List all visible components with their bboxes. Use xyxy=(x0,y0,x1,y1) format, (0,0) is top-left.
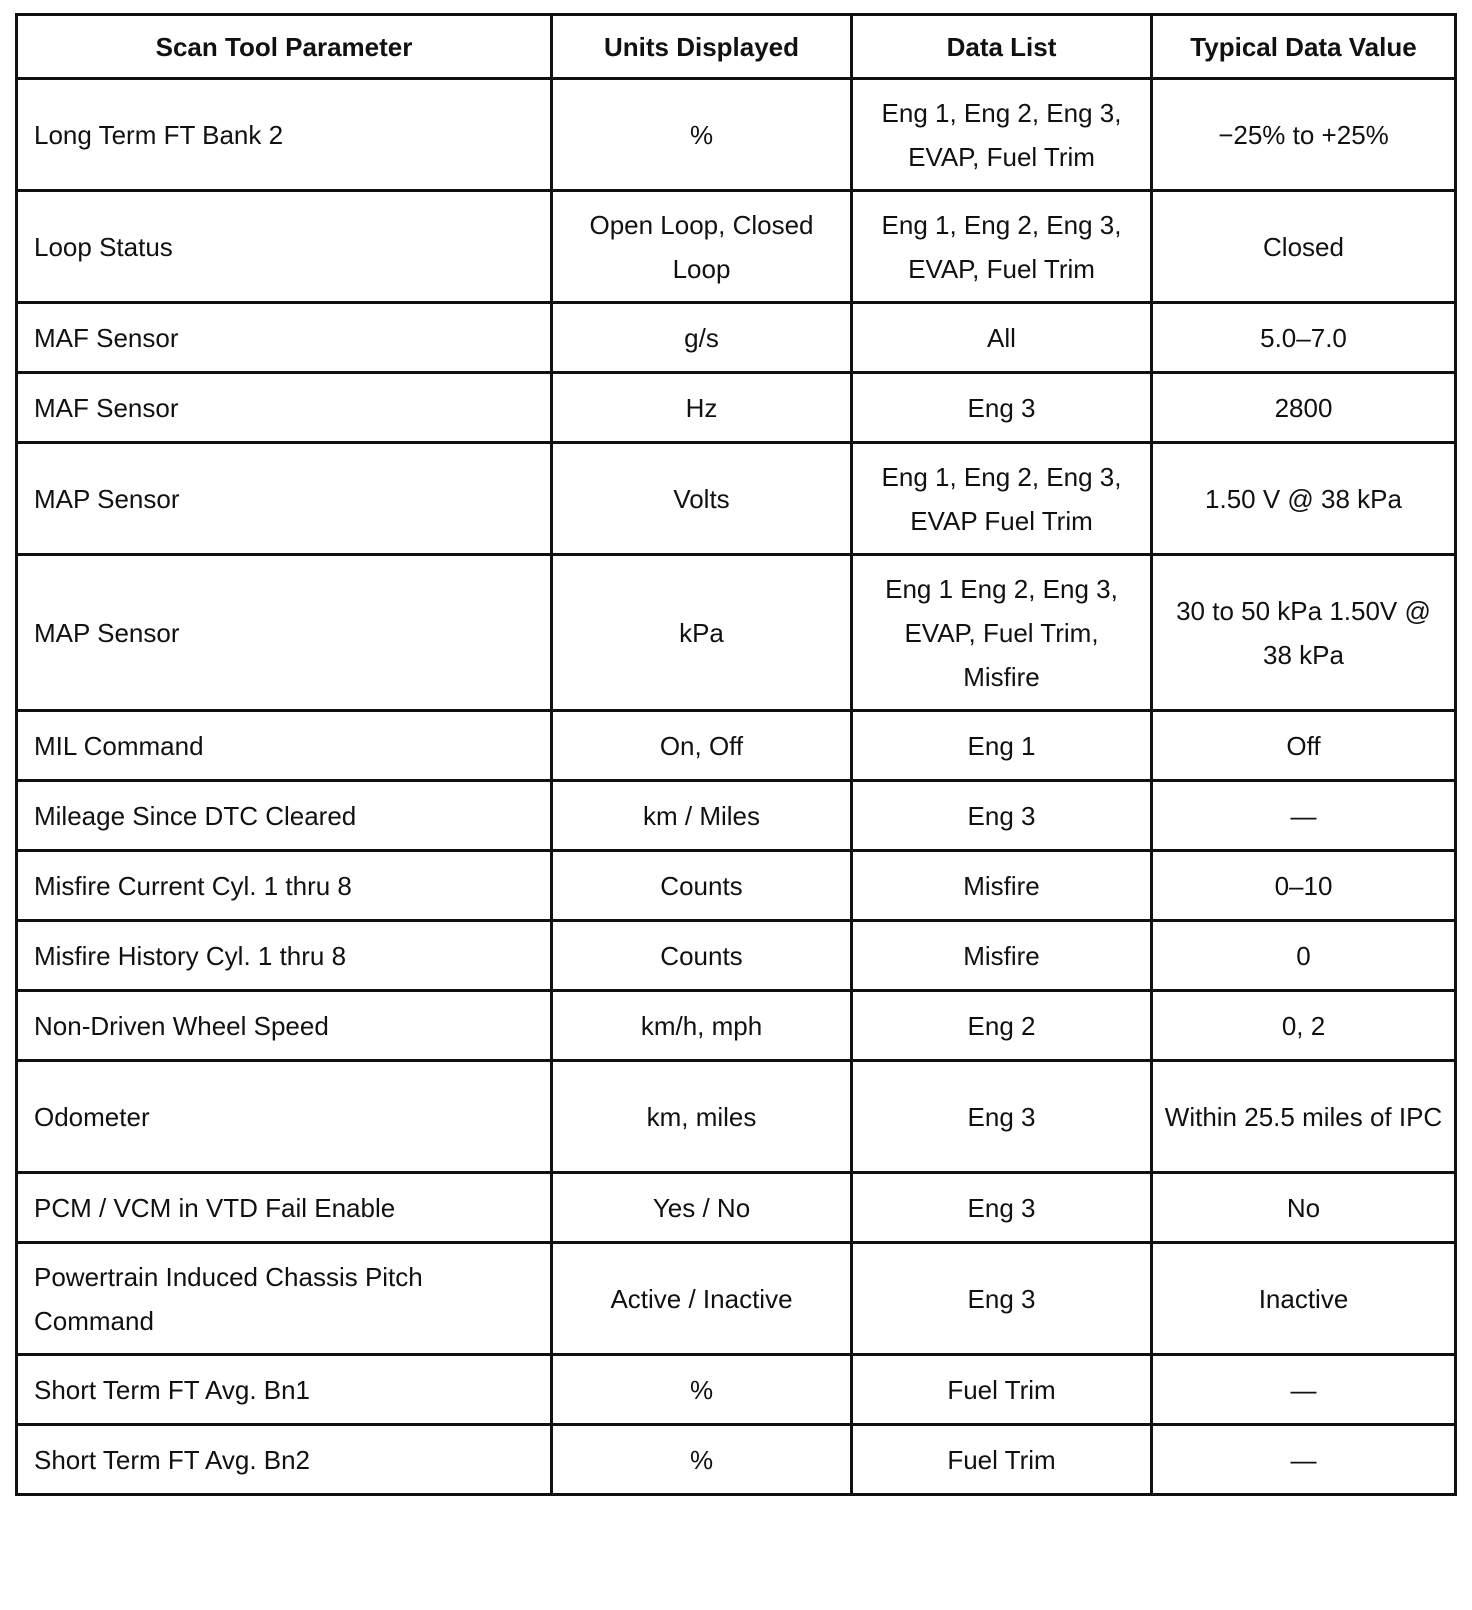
cell-units: Counts xyxy=(552,921,852,991)
cell-units: % xyxy=(552,1425,852,1495)
header-typical-value: Typical Data Value xyxy=(1152,15,1456,79)
cell-data-list: All xyxy=(852,303,1152,373)
cell-parameter: Powertrain Induced Chassis Pitch Command xyxy=(17,1243,552,1355)
cell-data-list: Eng 3 xyxy=(852,373,1152,443)
table-row xyxy=(17,991,1456,1061)
cell-parameter: Odometer xyxy=(17,1061,552,1173)
cell-typical-value: −25% to +25% xyxy=(1152,79,1456,191)
cell-typical-value: 0, 2 xyxy=(1152,991,1456,1061)
table-row xyxy=(17,781,1456,851)
cell-parameter: Loop Status xyxy=(17,191,552,303)
cell-parameter: MAP Sensor xyxy=(17,555,552,711)
cell-units: Counts xyxy=(552,851,852,921)
cell-data-list: Eng 1, Eng 2, Eng 3, EVAP, Fuel Trim xyxy=(852,79,1152,191)
table-row xyxy=(17,1243,1456,1355)
cell-units: Active / Inactive xyxy=(552,1243,852,1355)
table-row xyxy=(17,373,1456,443)
table-row xyxy=(17,851,1456,921)
cell-units: On, Off xyxy=(552,711,852,781)
cell-units: Hz xyxy=(552,373,852,443)
cell-typical-value: No xyxy=(1152,1173,1456,1243)
cell-units: Open Loop, Closed Loop xyxy=(552,191,852,303)
table-header-row xyxy=(17,15,1456,79)
cell-units: % xyxy=(552,79,852,191)
cell-data-list: Eng 1 xyxy=(852,711,1152,781)
cell-parameter: Short Term FT Avg. Bn2 xyxy=(17,1425,552,1495)
cell-units: km, miles xyxy=(552,1061,852,1173)
cell-typical-value: Inactive xyxy=(1152,1243,1456,1355)
cell-typical-value: 2800 xyxy=(1152,373,1456,443)
table-row xyxy=(17,711,1456,781)
table-row xyxy=(17,79,1456,191)
cell-typical-value: Closed xyxy=(1152,191,1456,303)
cell-typical-value: 30 to 50 kPa 1.50V @ 38 kPa xyxy=(1152,555,1456,711)
cell-units: % xyxy=(552,1355,852,1425)
table-row xyxy=(17,1355,1456,1425)
cell-data-list: Eng 1, Eng 2, Eng 3, EVAP, Fuel Trim xyxy=(852,191,1152,303)
header-parameter: Scan Tool Parameter xyxy=(17,15,552,79)
table-row xyxy=(17,443,1456,555)
cell-units: kPa xyxy=(552,555,852,711)
cell-data-list: Eng 2 xyxy=(852,991,1152,1061)
cell-typical-value: 0 xyxy=(1152,921,1456,991)
cell-parameter: MAP Sensor xyxy=(17,443,552,555)
cell-parameter: MIL Command xyxy=(17,711,552,781)
header-units: Units Displayed xyxy=(552,15,852,79)
table-row xyxy=(17,1425,1456,1495)
cell-typical-value: 5.0–7.0 xyxy=(1152,303,1456,373)
cell-typical-value: 1.50 V @ 38 kPa xyxy=(1152,443,1456,555)
cell-parameter: PCM / VCM in VTD Fail Enable xyxy=(17,1173,552,1243)
cell-units: g/s xyxy=(552,303,852,373)
cell-data-list: Eng 3 xyxy=(852,1061,1152,1173)
cell-parameter: Long Term FT Bank 2 xyxy=(17,79,552,191)
cell-data-list: Eng 3 xyxy=(852,1173,1152,1243)
table-row xyxy=(17,303,1456,373)
table-row xyxy=(17,1173,1456,1243)
cell-typical-value: Within 25.5 miles of IPC xyxy=(1152,1061,1456,1173)
scan-tool-parameter-table xyxy=(15,13,1457,1496)
cell-typical-value: 0–10 xyxy=(1152,851,1456,921)
cell-typical-value: Off xyxy=(1152,711,1456,781)
cell-data-list: Eng 3 xyxy=(852,1243,1152,1355)
cell-units: Volts xyxy=(552,443,852,555)
table-row xyxy=(17,1061,1456,1173)
header-data-list: Data List xyxy=(852,15,1152,79)
cell-data-list: Eng 1, Eng 2, Eng 3, EVAP Fuel Trim xyxy=(852,443,1152,555)
cell-typical-value: — xyxy=(1152,781,1456,851)
cell-parameter: Misfire Current Cyl. 1 thru 8 xyxy=(17,851,552,921)
cell-data-list: Eng 1 Eng 2, Eng 3, EVAP, Fuel Trim, Misfire xyxy=(852,555,1152,711)
table-row xyxy=(17,921,1456,991)
table-row xyxy=(17,555,1456,711)
cell-data-list: Eng 3 xyxy=(852,781,1152,851)
cell-data-list: Fuel Trim xyxy=(852,1355,1152,1425)
cell-parameter: Mileage Since DTC Cleared xyxy=(17,781,552,851)
cell-typical-value: — xyxy=(1152,1425,1456,1495)
cell-units: Yes / No xyxy=(552,1173,852,1243)
cell-parameter: Misfire History Cyl. 1 thru 8 xyxy=(17,921,552,991)
cell-typical-value: — xyxy=(1152,1355,1456,1425)
cell-units: km / Miles xyxy=(552,781,852,851)
table-row xyxy=(17,191,1456,303)
cell-data-list: Misfire xyxy=(852,851,1152,921)
cell-parameter: Short Term FT Avg. Bn1 xyxy=(17,1355,552,1425)
cell-units: km/h, mph xyxy=(552,991,852,1061)
cell-data-list: Misfire xyxy=(852,921,1152,991)
cell-parameter: MAF Sensor xyxy=(17,373,552,443)
cell-parameter: MAF Sensor xyxy=(17,303,552,373)
cell-data-list: Fuel Trim xyxy=(852,1425,1152,1495)
cell-parameter: Non-Driven Wheel Speed xyxy=(17,991,552,1061)
